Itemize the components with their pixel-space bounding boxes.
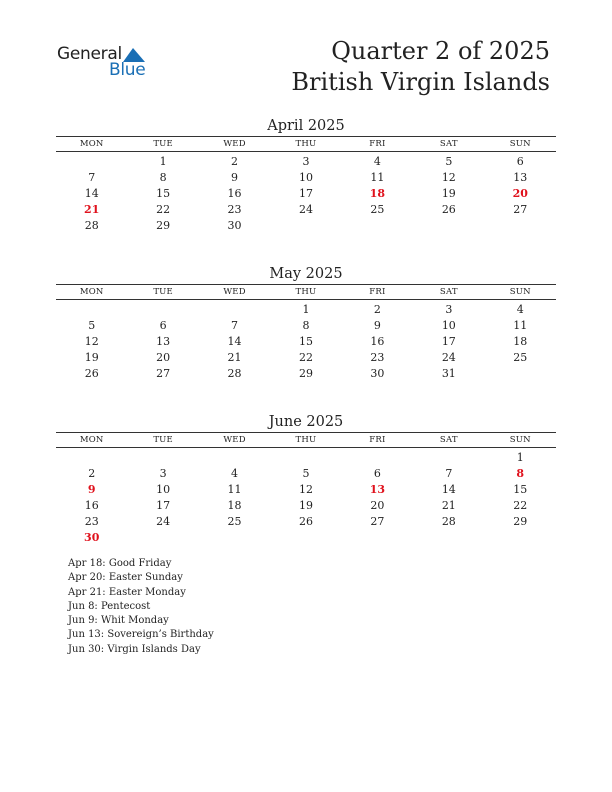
day-cell: 7: [231, 319, 239, 332]
weekday-header: [56, 284, 556, 300]
day-cell: 24: [298, 203, 313, 216]
day-cell: [56, 450, 127, 466]
day-cell: [270, 530, 341, 546]
day-cell: [342, 218, 413, 234]
month-title: May 2025: [269, 266, 343, 282]
day-cell: 10: [156, 483, 171, 496]
day-cell: 6: [373, 467, 381, 480]
day-cell: [199, 530, 270, 546]
weekday-label: SAT: [439, 139, 458, 149]
week-row: [56, 366, 556, 382]
month-april: [56, 116, 556, 234]
month-june: [56, 412, 556, 546]
day-cell: 20: [370, 499, 385, 512]
holiday-note: Jun 8: Pentecost: [68, 600, 151, 612]
page-title: [291, 36, 550, 98]
week-row: [56, 302, 556, 318]
day-cell: 29: [156, 219, 171, 232]
day-cell: [485, 366, 556, 382]
day-cell: 18: [513, 335, 528, 348]
day-cell: 3: [159, 467, 167, 480]
week-row: [56, 186, 556, 202]
day-cell: 22: [298, 351, 313, 364]
day-cell: 5: [88, 319, 96, 332]
day-cell: 21: [441, 499, 456, 512]
day-cell: 7: [445, 467, 453, 480]
day-cell: 18: [227, 499, 242, 512]
day-cell: 28: [441, 515, 456, 528]
generalblue-logo: [57, 44, 157, 82]
day-cell: [270, 450, 341, 466]
day-cell: 6: [516, 155, 524, 168]
holiday-note: Apr 20: Easter Sunday: [68, 572, 183, 584]
day-cell: 26: [84, 367, 99, 380]
day-cell: 1: [159, 155, 167, 168]
day-cell: 28: [227, 367, 242, 380]
day-cell: 9: [231, 171, 239, 184]
day-cell: [342, 530, 413, 546]
day-cell: 30: [227, 219, 242, 232]
logo-blue-text: Blue: [109, 60, 146, 80]
day-cell: 12: [441, 171, 456, 184]
day-cell: [270, 218, 341, 234]
weekday-label: SUN: [509, 139, 531, 149]
holiday-note: Apr 18: Good Friday: [68, 558, 172, 569]
weekday-label: TUE: [153, 287, 173, 297]
day-cell: 2: [231, 155, 239, 168]
weekday-label: WED: [223, 435, 246, 445]
day-cell: 19: [84, 351, 99, 364]
weekday-label: FRI: [369, 287, 386, 297]
day-cell: 26: [441, 203, 456, 216]
day-cell: 27: [513, 203, 528, 216]
day-cell: 2: [373, 303, 381, 316]
day-cell: 13: [156, 335, 171, 348]
day-cell: 5: [445, 155, 453, 168]
day-cell: 30: [84, 531, 100, 544]
day-cell: [342, 450, 413, 466]
month-may: [56, 264, 556, 382]
weekday-label: THU: [295, 435, 317, 445]
day-cell: 18: [369, 187, 386, 200]
day-cell: [413, 530, 484, 546]
weekday-label: FRI: [369, 435, 386, 445]
weekday-label: FRI: [369, 139, 386, 149]
day-cell: 10: [298, 171, 313, 184]
day-cell: 20: [512, 187, 528, 200]
week-row: [56, 154, 556, 170]
day-cell: 14: [441, 483, 456, 496]
day-cell: 16: [227, 187, 242, 200]
day-cell: 15: [156, 187, 171, 200]
day-cell: [413, 218, 484, 234]
day-cell: 12: [84, 335, 99, 348]
holiday-list: [68, 557, 214, 657]
day-cell: 31: [441, 367, 456, 380]
holiday-note: Apr 21: Easter Monday: [68, 586, 186, 598]
day-cell: 9: [373, 319, 381, 332]
weekday-label: THU: [295, 139, 317, 149]
day-cell: [485, 218, 556, 234]
day-cell: 8: [516, 467, 525, 480]
day-cell: 1: [516, 451, 524, 464]
day-cell: 25: [370, 203, 385, 216]
weekday-label: MON: [79, 287, 104, 297]
day-cell: 25: [227, 515, 242, 528]
day-cell: 12: [298, 483, 313, 496]
day-cell: [127, 530, 198, 546]
week-row: [56, 530, 556, 546]
week-row: [56, 318, 556, 334]
week-row: [56, 350, 556, 366]
day-cell: 9: [87, 483, 96, 496]
day-cell: 20: [156, 351, 171, 364]
day-cell: [413, 450, 484, 466]
day-cell: 21: [227, 351, 242, 364]
day-cell: 4: [373, 155, 381, 168]
day-cell: 15: [513, 483, 528, 496]
weekday-label: MON: [79, 139, 104, 149]
weekday-label: TUE: [153, 435, 173, 445]
weekday-label: WED: [223, 139, 246, 149]
weekday-label: THU: [295, 287, 317, 297]
day-cell: 19: [298, 499, 313, 512]
day-cell: 21: [84, 203, 100, 216]
day-cell: 23: [370, 351, 385, 364]
day-cell: 17: [298, 187, 313, 200]
day-cell: 26: [298, 515, 313, 528]
day-cell: 11: [513, 319, 528, 332]
day-cell: 5: [302, 467, 310, 480]
day-cell: 8: [159, 171, 167, 184]
day-cell: 17: [156, 499, 171, 512]
weekday-label: SAT: [439, 287, 458, 297]
day-cell: 10: [441, 319, 456, 332]
weekday-label: SAT: [439, 435, 458, 445]
day-cell: 27: [156, 367, 171, 380]
day-cell: 16: [84, 499, 99, 512]
week-row: [56, 170, 556, 186]
day-cell: [199, 450, 270, 466]
weekday-header: [56, 432, 556, 448]
day-cell: 29: [298, 367, 313, 380]
day-cell: 23: [227, 203, 242, 216]
day-cell: 7: [88, 171, 96, 184]
day-cell: 14: [84, 187, 99, 200]
day-cell: 19: [441, 187, 456, 200]
day-cell: 1: [302, 303, 310, 316]
day-cell: 28: [84, 219, 99, 232]
month-title: June 2025: [268, 414, 344, 430]
day-cell: 22: [156, 203, 171, 216]
day-cell: 6: [159, 319, 167, 332]
day-cell: 15: [298, 335, 313, 348]
day-cell: [127, 302, 198, 318]
weekday-label: TUE: [153, 139, 173, 149]
week-row: [56, 482, 556, 498]
day-cell: 29: [513, 515, 528, 528]
day-cell: 13: [513, 171, 528, 184]
holiday-note: Jun 9: Whit Monday: [68, 615, 169, 627]
week-row: [56, 498, 556, 514]
week-row: [56, 514, 556, 530]
day-cell: [56, 154, 127, 170]
day-cell: 8: [302, 319, 310, 332]
title-country: British Virgin Islands: [291, 68, 550, 96]
day-cell: 11: [227, 483, 242, 496]
day-cell: 14: [227, 335, 242, 348]
week-row: [56, 450, 556, 466]
day-cell: 24: [441, 351, 456, 364]
day-cell: 24: [156, 515, 171, 528]
holiday-note: Jun 13: Sovereign’s Birthday: [68, 629, 214, 641]
day-cell: 4: [231, 467, 239, 480]
title-quarter: Quarter 2 of 2025: [331, 37, 550, 65]
day-cell: 27: [370, 515, 385, 528]
week-row: [56, 218, 556, 234]
logo-general-text: General: [57, 44, 122, 64]
day-cell: 30: [370, 367, 385, 380]
day-cell: 2: [88, 467, 96, 480]
weekday-label: WED: [223, 287, 246, 297]
day-cell: [485, 530, 556, 546]
weekday-label: SUN: [509, 435, 531, 445]
day-cell: [127, 450, 198, 466]
weekday-label: MON: [79, 435, 104, 445]
day-cell: 13: [369, 483, 386, 496]
day-cell: 16: [370, 335, 385, 348]
week-row: [56, 334, 556, 350]
weekday-label: SUN: [509, 287, 531, 297]
day-cell: 11: [370, 171, 385, 184]
day-cell: 3: [302, 155, 310, 168]
day-cell: [199, 302, 270, 318]
day-cell: 25: [513, 351, 528, 364]
day-cell: 4: [516, 303, 524, 316]
day-cell: 17: [441, 335, 456, 348]
weekday-header: [56, 136, 556, 152]
day-cell: 3: [445, 303, 453, 316]
week-row: [56, 202, 556, 218]
month-title: April 2025: [267, 118, 345, 134]
week-row: [56, 466, 556, 482]
holiday-note: Jun 30: Virgin Islands Day: [68, 643, 201, 655]
day-cell: 22: [513, 499, 528, 512]
day-cell: [56, 302, 127, 318]
day-cell: 23: [84, 515, 99, 528]
